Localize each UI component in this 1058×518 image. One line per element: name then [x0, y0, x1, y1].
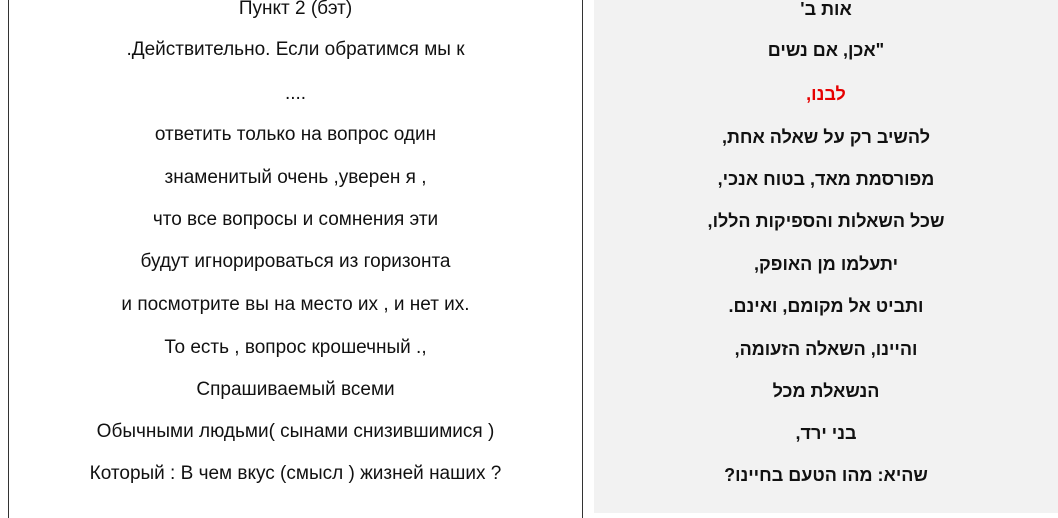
ru-line-2: .Действительно. Если обратимся мы к [126, 39, 465, 60]
he-line-9: ,והיינו, השאלה הזעומה [734, 339, 918, 359]
he-line-6: ,שכל השאלות והספיקות הללו [707, 211, 945, 231]
he-line-7: ,יתעלמו מן האופק [753, 254, 899, 274]
he-line-1: 'אות ב [800, 0, 852, 19]
ru-line-8: и посмотрите вы на место их , и нет их. [121, 294, 470, 315]
he-line-11: ,בני ירד [795, 423, 857, 443]
he-line-5: ,מפורסמת מאד, בטוח אנכי [717, 169, 935, 189]
he-line-4: ,להשיב רק על שאלה אחת [721, 127, 931, 147]
ru-line-5: знаменитый очень ,уверен я , [164, 167, 427, 188]
ru-line-4: ответить только на вопрос один [154, 124, 437, 145]
ru-line-11: Обычными людьми( сынами снизившимися ) [96, 421, 495, 442]
ru-line-9: То есть , вопрос крошечный ., [164, 337, 427, 358]
russian-text-panel [8, 0, 583, 518]
he-line-8: .ותביט אל מקומם, ואינם [728, 296, 924, 316]
ru-line-6: что все вопросы и сомнения эти [152, 209, 439, 230]
ru-line-7: будут игнорироваться из горизонта [140, 251, 451, 272]
ru-line-3: .... [284, 83, 307, 104]
he-line-3-highlighted: ,לבנו [806, 84, 846, 104]
ru-line-12: Который : В чем вкус (смысл ) жизней наших ? [89, 463, 502, 484]
he-line-10: הנשאלת מכל [772, 381, 880, 401]
he-line-2: אכן, אם נשים" [767, 40, 885, 60]
hebrew-text-panel [594, 0, 1058, 513]
ru-line-1: Пункт 2 (бэт) [238, 0, 353, 19]
he-line-12: ?שהיא: מהו הטעם בחיינו [724, 465, 928, 485]
ru-line-10: Спрашиваемый всеми [196, 379, 395, 400]
